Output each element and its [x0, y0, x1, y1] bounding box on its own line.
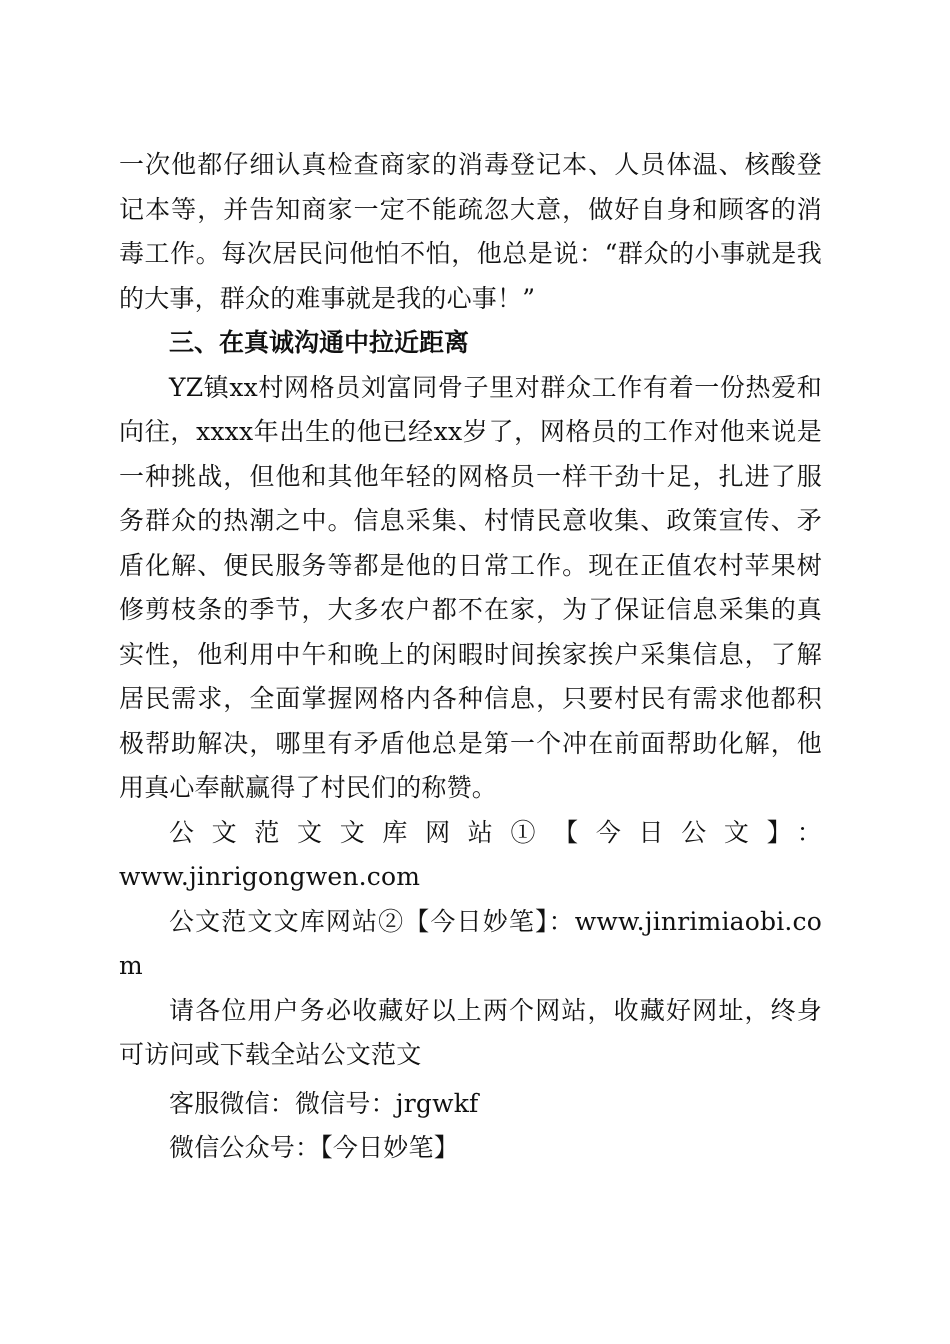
- site1-url: www.jinrigongwen.com: [119, 862, 421, 891]
- site1-label: 公文范文文库网站①【今日公文】：: [169, 817, 822, 847]
- section-body-paragraph: YZ镇xx村网格员刘富同骨子里对群众工作有着一份热爱和向往，xxxx年出生的他已经xx岁了，网格员的工作对他来说是一种挑战，但他和其他年轻的网格员一样干劲十足，扎进了服务群众的热潮之中。信息采集、村情民意收集、政策宣传、矛盾化解、便民服务等都是他的日常工作。现在正值农村苹果树修剪枝条的季节，大多农户都不在家，为了保证信息采集的真实性，他利用中午和晚上的闲暇时间挨家挨户采集信息，了解居民需求，全面掌握网格内各种信息，只要村民有需求他都积极帮助解决，哪里有矛盾他总是第一个冲在前面帮助化解，他用真心奉献赢得了村民们的称赞。: [119, 372, 822, 802]
- wechat-public-line: 微信公众号：【今日妙笔】: [169, 1133, 459, 1162]
- section-heading: 三、在真诚沟通中拉近距离: [169, 328, 470, 357]
- document-body: [119, 143, 822, 1171]
- continuation-paragraph: 一次他都仔细认真检查商家的消毒登记本、人员体温、核酸登记本等，并告知商家一定不能疏忽大意，做好自身和顾客的消毒工作。每次居民问他怕不怕，他总是说：“群众的小事就是我的大事，群众的难事就是我的心事！”: [119, 150, 822, 313]
- site2-line: 公文范文文库网站②【今日妙笔】：www.jinrimiaobi.com: [119, 906, 822, 980]
- wechat-service-line: 客服微信：微信号：jrgwkf: [169, 1088, 479, 1118]
- notice-paragraph: 请各位用户务必收藏好以上两个网站，收藏好网址，终身可访问或下载全站公文范文: [119, 995, 822, 1069]
